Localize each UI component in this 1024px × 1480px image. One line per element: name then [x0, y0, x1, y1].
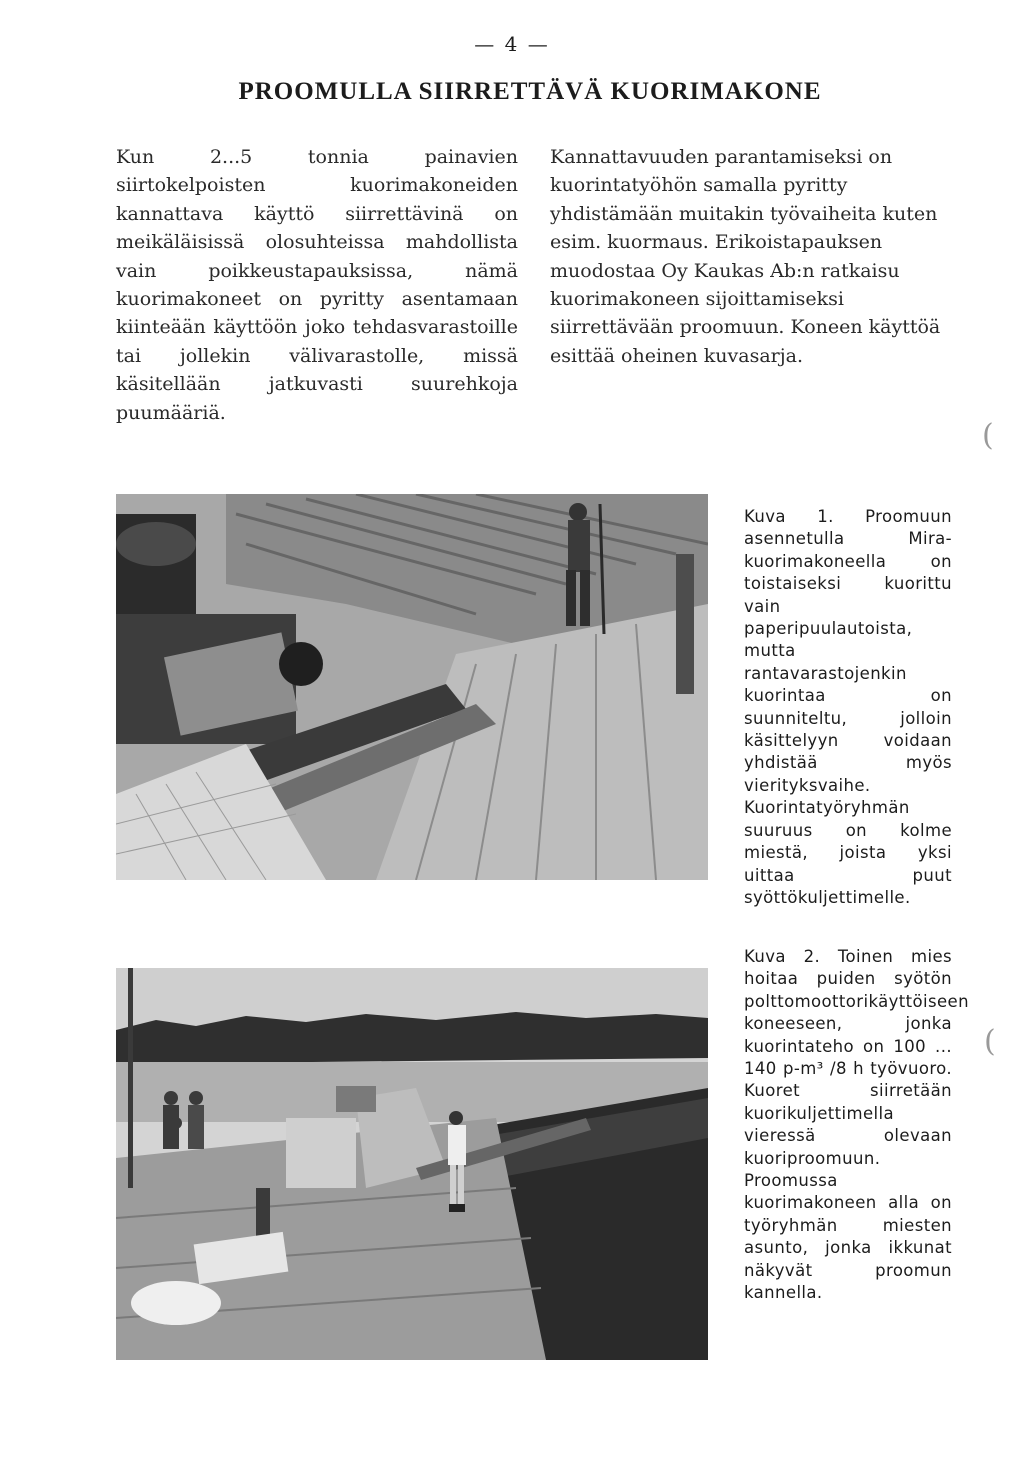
figure-1-caption: Kuva 1. Proomuun asennetulla Mira-kuorimakoneella on toistaiseksi kuorittu vain paperipuulautoista, mutta rantavarastojenkin kuorintaa on suunniteltu, jolloin käsittelyyn voidaan yhdistää myös vierityksvaihe. Kuorintatyöryhmän suuruus on kolme miestä, joista yksi uittaa puut syöttökuljettimelle.: [744, 507, 952, 907]
figure-2-illustration: [116, 968, 708, 1360]
figure-2-photo: [116, 968, 708, 1360]
body-column-left: Kun 2...5 tonnia painavien siirtokelpoisten kuorimakoneiden kannattava käyttö siirrettävinä on meikäläisissä olosuhteissa mahdollista vain poikkeustapauksissa, nämä kuorimakoneet on pyritty asentamaan kiinteään käyttöön joko tehdasvarastoille tai jollekin välivarastolle, missä käsitellään jatkuvasti suurehkoja puumääriä.: [116, 146, 518, 424]
page-title: PROOMULLA SIIRRETTÄVÄ KUORIMAKONE: [238, 78, 822, 105]
body-column-right: Kannattavuuden parantamiseksi on kuorintatyöhön samalla pyritty yhdistämään muitakin työvaiheita kuten esim. kuormaus. Erikoistapauksen muodostaa Oy Kaukas Ab:n ratkaisu kuorimakoneen sijoittamiseksi siirrettävään proomuun. Koneen käyttöä esittää oheinen kuvasarja.: [550, 146, 941, 367]
page-number: — 4 —: [474, 32, 550, 56]
margin-mark: (: [984, 1024, 996, 1059]
figure-1-photo: [116, 494, 708, 880]
figure-1-illustration: [116, 494, 708, 880]
figure-2-caption: Kuva 2. Toinen mies hoitaa puiden syötön polttomoottorikäyttöiseen koneeseen, jonka kuorintateho on 100 ... 140 p-m³ /8 h työvuoro. Kuoret siirretään kuorikuljettimella vieressä olevaan kuoriproomuun. Proomussa kuorimakoneen alla on työryhmän miesten asunto, jonka ikkunat näkyvät proomun kannella.: [744, 947, 969, 1303]
margin-mark: (: [982, 418, 994, 453]
